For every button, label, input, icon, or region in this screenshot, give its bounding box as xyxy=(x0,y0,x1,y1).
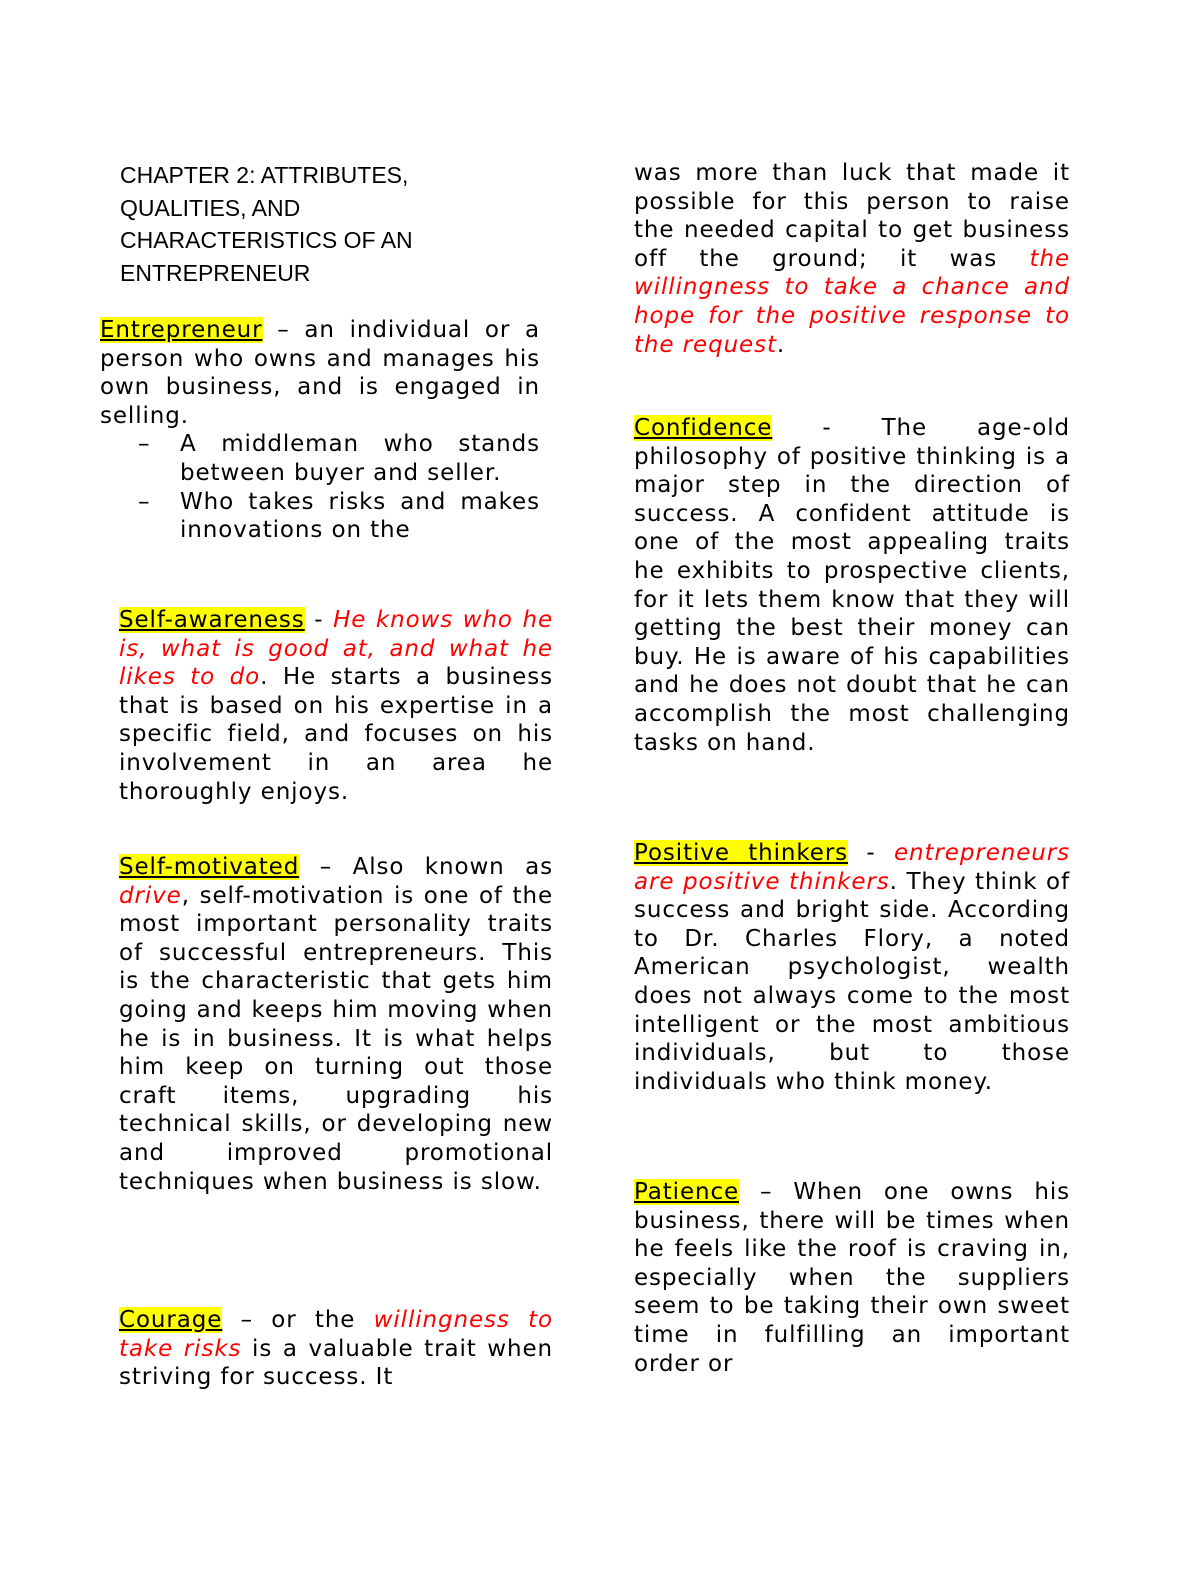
title-line: CHAPTER 2: ATTRIBUTES, xyxy=(120,162,409,188)
self-motivated-paragraph: Self-motivated – Also known as drive, self-motivation is one of the most important personality traits of successful entrepreneurs. This is the characteristic that gets him going and keeps him moving when he is in business. It is what helps him keep on turning out those craft items, upgrading his technical skills, or developing new and improved promotional techniques when business is slow. xyxy=(119,854,553,1195)
positive-thinkers-paragraph: Positive thinkers - entrepreneurs are positive thinkers. They think of success and bright side. According to Dr. Charles Flory, a noted American psychologist, wealth does not always come to the most intelligent or the most ambitious individuals, but to those individuals who think money. xyxy=(634,840,1070,1095)
list-item: – A middleman who stands between buyer and seller. xyxy=(138,431,540,486)
term-entrepreneur: Entrepreneur xyxy=(100,317,263,343)
courage-section xyxy=(119,1306,553,1392)
term-patience: Patience xyxy=(634,1179,740,1205)
emphasis-text: He knows who he is, what is good at, and what he likes to do xyxy=(119,607,554,691)
confidence-section xyxy=(634,414,1070,757)
positive-thinkers-section xyxy=(634,839,1070,1096)
entrepreneur-bullet-list xyxy=(100,430,540,544)
courage-continued-paragraph: was more than luck that made it possible for this person to raise the needed capital to get business off the ground; it was the willingness to take a chance and hope for the positive response to the request. xyxy=(634,160,1070,358)
term-courage: Courage xyxy=(119,1307,223,1333)
title-line: ENTREPRENEUR xyxy=(120,259,311,286)
term-self-awareness: Self-awareness xyxy=(119,607,305,633)
emphasis-text: drive xyxy=(119,882,182,909)
courage-continued-section xyxy=(634,159,1070,359)
emphasis-text: willingness to take risks xyxy=(119,1307,553,1362)
patience-paragraph: Patience – When one owns his business, there will be times when he feels like the roof is craving in, especially when the suppliers seem to be taking their own sweet time in fulfilling an important order or xyxy=(634,1179,1070,1377)
list-item: – Who takes risks and makes innovations on the xyxy=(138,488,540,544)
term-confidence: Confidence xyxy=(634,415,773,441)
term-positive-thinkers: Positive thinkers xyxy=(634,840,849,866)
self-awareness-paragraph: Self-awareness - He knows who he is, what is good at, and what he likes to do. He starts a business that is based on his expertise in a specific field, and focuses on his involvement in an area he thoroughly enjoys. xyxy=(119,607,554,805)
entrepreneur-definition: Entrepreneur – an individual or a person who owns and manages his own business, and is engaged in selling. xyxy=(100,317,540,429)
emphasis-text: the willingness to take a chance and hope for the positive response to the request xyxy=(634,245,1070,358)
title-line: CHARACTERISTICS OF AN xyxy=(120,227,413,253)
emphasis-text: entrepreneurs are positive thinkers xyxy=(634,840,1070,895)
dash-marker: – xyxy=(138,431,151,458)
self-awareness-section xyxy=(119,606,553,806)
chapter-title xyxy=(120,159,520,289)
courage-paragraph: Courage – or the willingness to take risks is a valuable trait when striving for success. It xyxy=(119,1307,553,1391)
patience-section xyxy=(634,1178,1070,1378)
term-self-motivated: Self-motivated xyxy=(119,854,300,880)
dash-marker: – xyxy=(138,488,151,515)
title-line: QUALITIES, AND xyxy=(120,194,301,221)
self-motivated-section xyxy=(119,853,553,1196)
entrepreneur-section xyxy=(100,316,540,572)
confidence-paragraph: Confidence - The age-old philosophy of positive thinking is a major step in the direction of success. A confident attitude is one of the most appealing traits he exhibits to prospective clients, for it lets them know that they will getting the best their money can buy. He is aware of his capabilities and he does not doubt that he can accomplish the most challenging tasks on hand. xyxy=(634,415,1070,756)
